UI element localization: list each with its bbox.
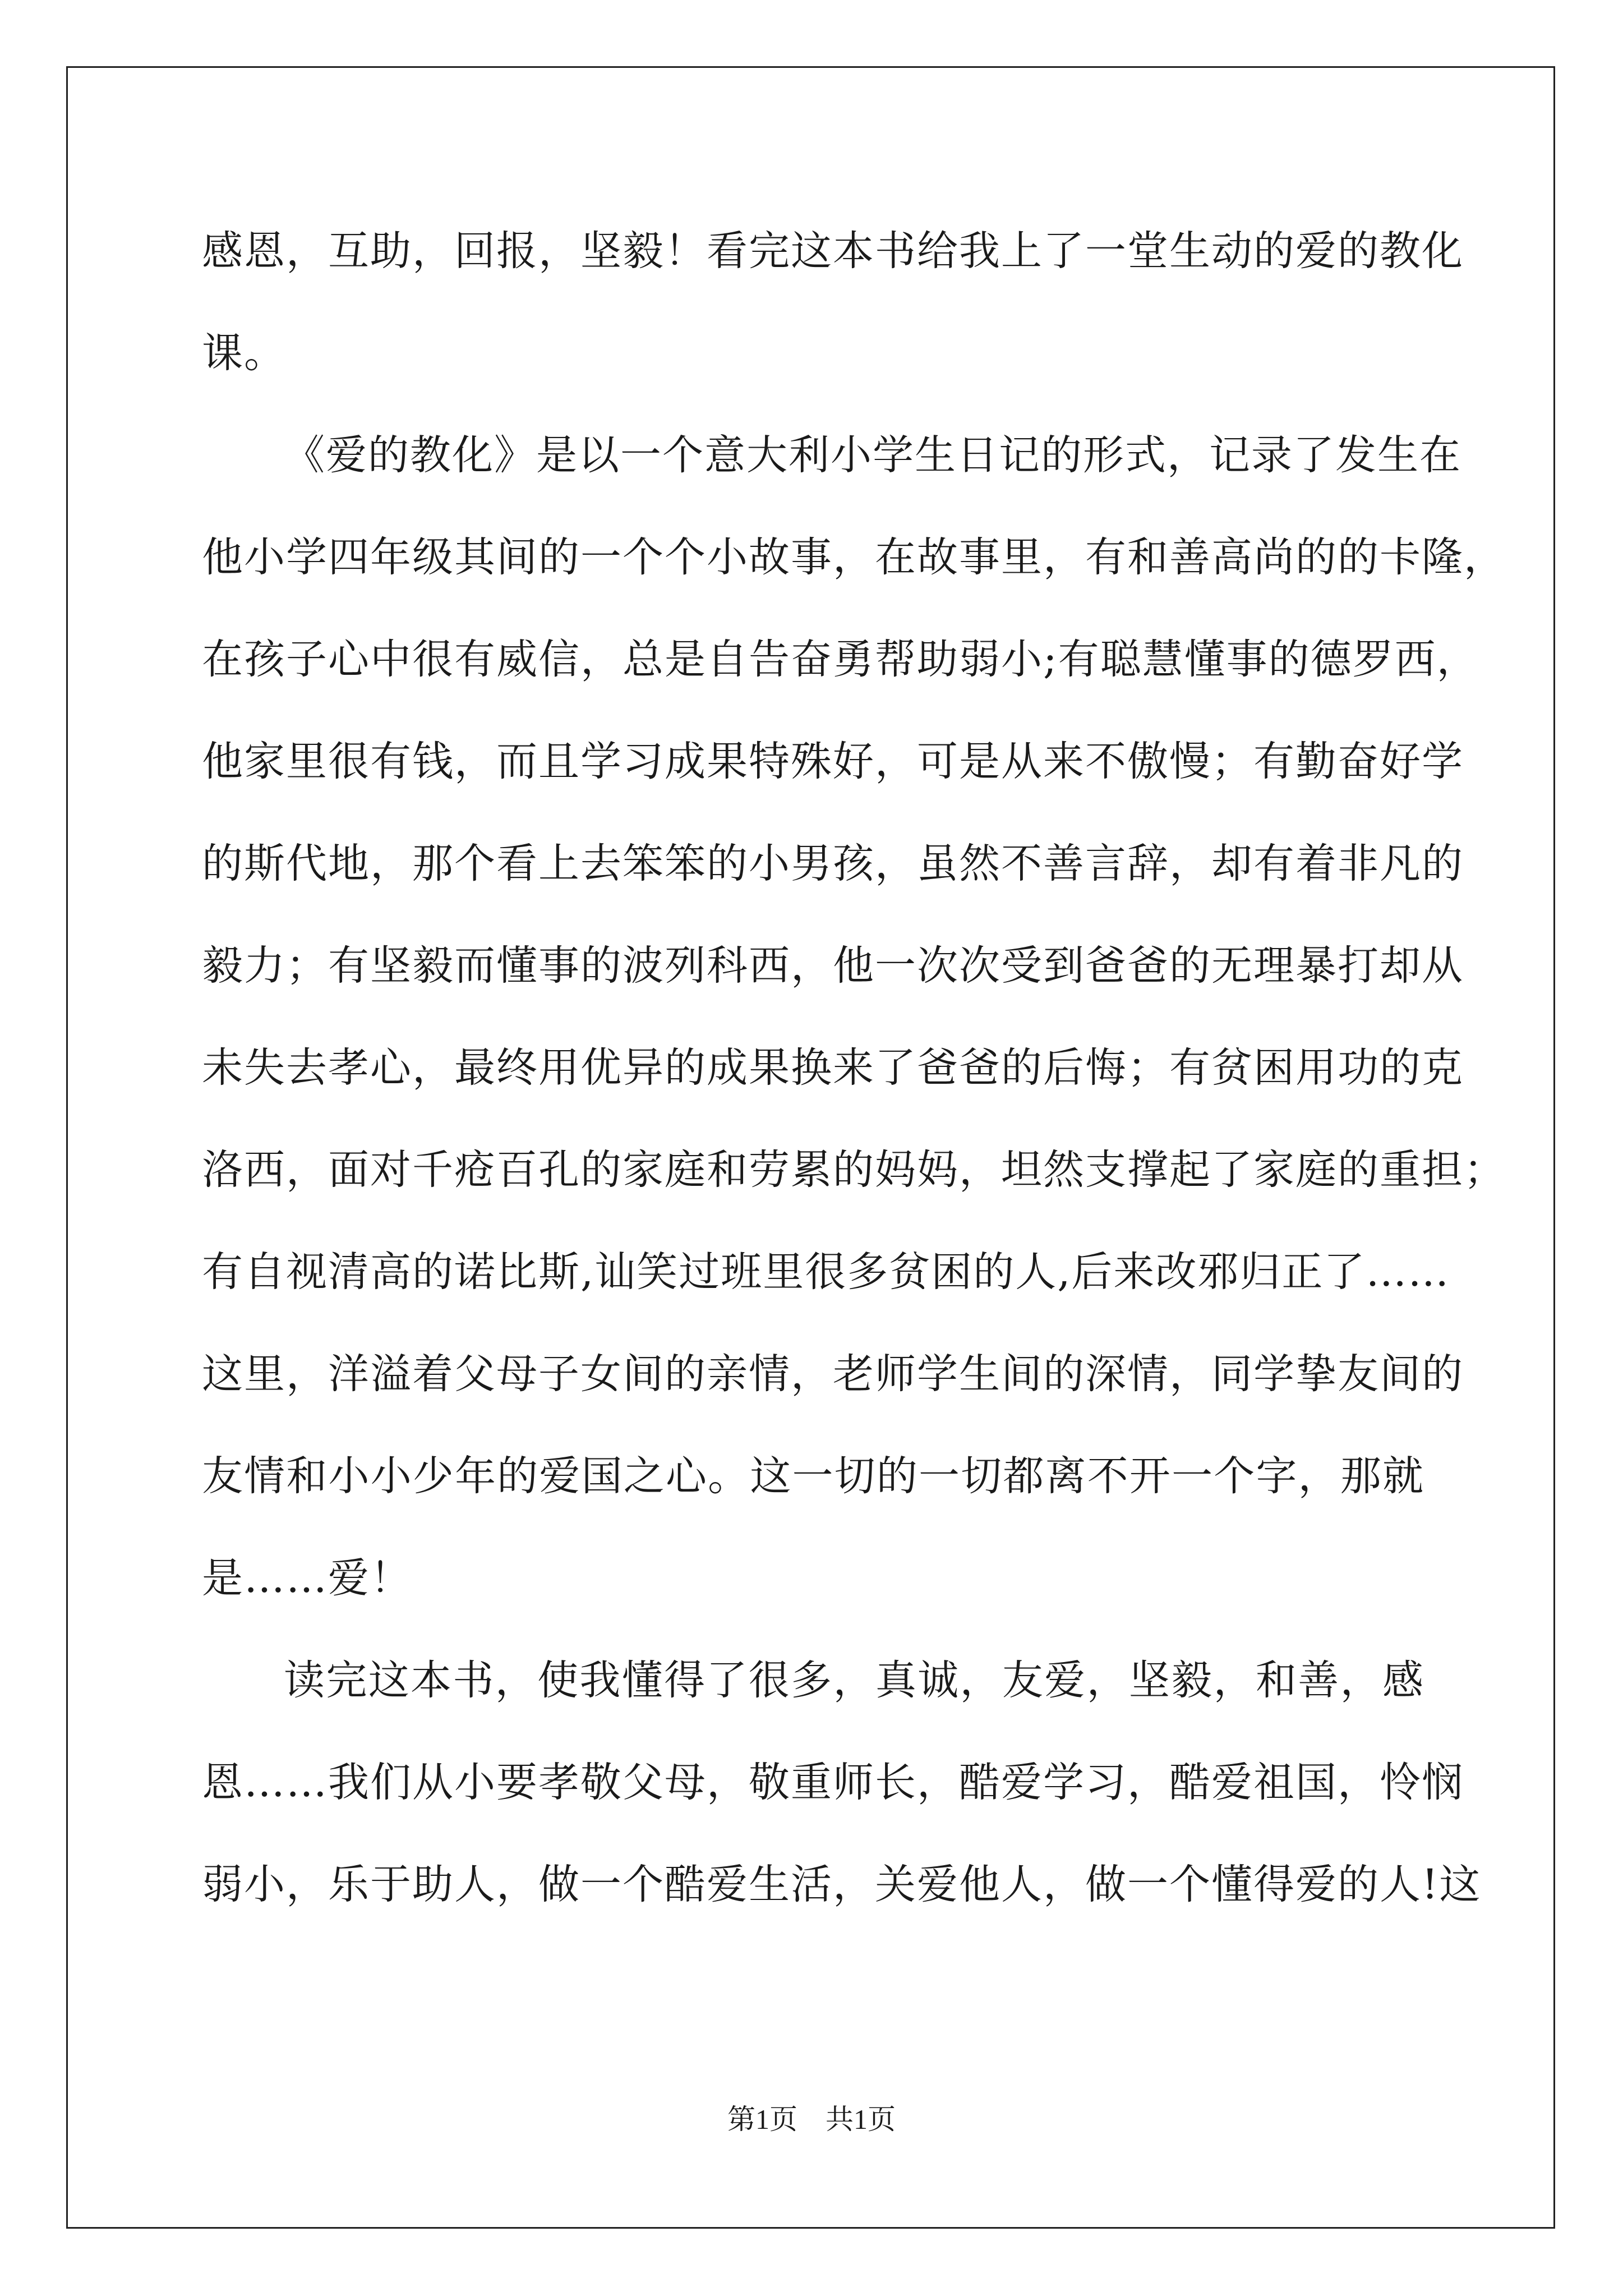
text-line: 的斯代地，那个看上去笨笨的小男孩，虽然不善言辞，却有着非凡的 — [202, 840, 1464, 887]
text-line: 洛西，面对千疮百孔的家庭和劳累的妈妈，坦然支撑起了家庭的重担； — [202, 1146, 1506, 1194]
text-line: 《爱的教化》是以一个意大利小学生日记的形式，记录了发生在 — [284, 431, 1461, 479]
page-number: 第1页 — [727, 2104, 797, 2135]
text-line: 有自视清高的诺比斯,讪笑过班里很多贫困的人,后来改邪归正了…… — [202, 1248, 1450, 1296]
text-line: 感恩，互助，回报，坚毅！看完这本书给我上了一堂生动的爱的教化 — [202, 227, 1464, 275]
text-line: 弱小，乐于助人，做一个酷爱生活，关爱他人，做一个懂得爱的人!这 — [202, 1861, 1482, 1908]
document-body — [202, 218, 1506, 1953]
text-line: 未失去孝心，最终用优异的成果换来了爸爸的后悔；有贫困用功的克 — [202, 1044, 1464, 1092]
text-line: 友情和小小少年的爱国之心。这一切的一切都离不开一个字，那就 — [202, 1452, 1424, 1500]
text-line: 恩……我们从小要孝敬父母，敬重师长，酷爱学习，酷爱祖国，怜悯 — [202, 1759, 1464, 1806]
text-line: 读完这本书，使我懂得了很多，真诚，友爱，坚毅，和善，感 — [284, 1657, 1424, 1704]
text-line: 毅力；有坚毅而懂事的波列科西，他一次次受到爸爸的无理暴打却从 — [202, 942, 1464, 990]
text-line: 这里，洋溢着父母子女间的亲情，老师学生间的深情，同学挚友间的 — [202, 1350, 1464, 1398]
page-total: 共1页 — [826, 2104, 896, 2135]
text-line: 他家里很有钱，而且学习成果特殊好，可是从来不傲慢；有勤奋好学 — [202, 738, 1464, 785]
text-line: 是……爱！ — [202, 1554, 412, 1602]
page-footer — [0, 2102, 1623, 2136]
text-line: 他小学四年级其间的一个个小故事，在故事里，有和善高尚的的卡隆， — [202, 533, 1506, 581]
text-line: 在孩子心中很有威信，总是自告奋勇帮助弱小;有聪慧懂事的德罗西， — [202, 636, 1479, 683]
text-line: 课。 — [202, 329, 286, 377]
